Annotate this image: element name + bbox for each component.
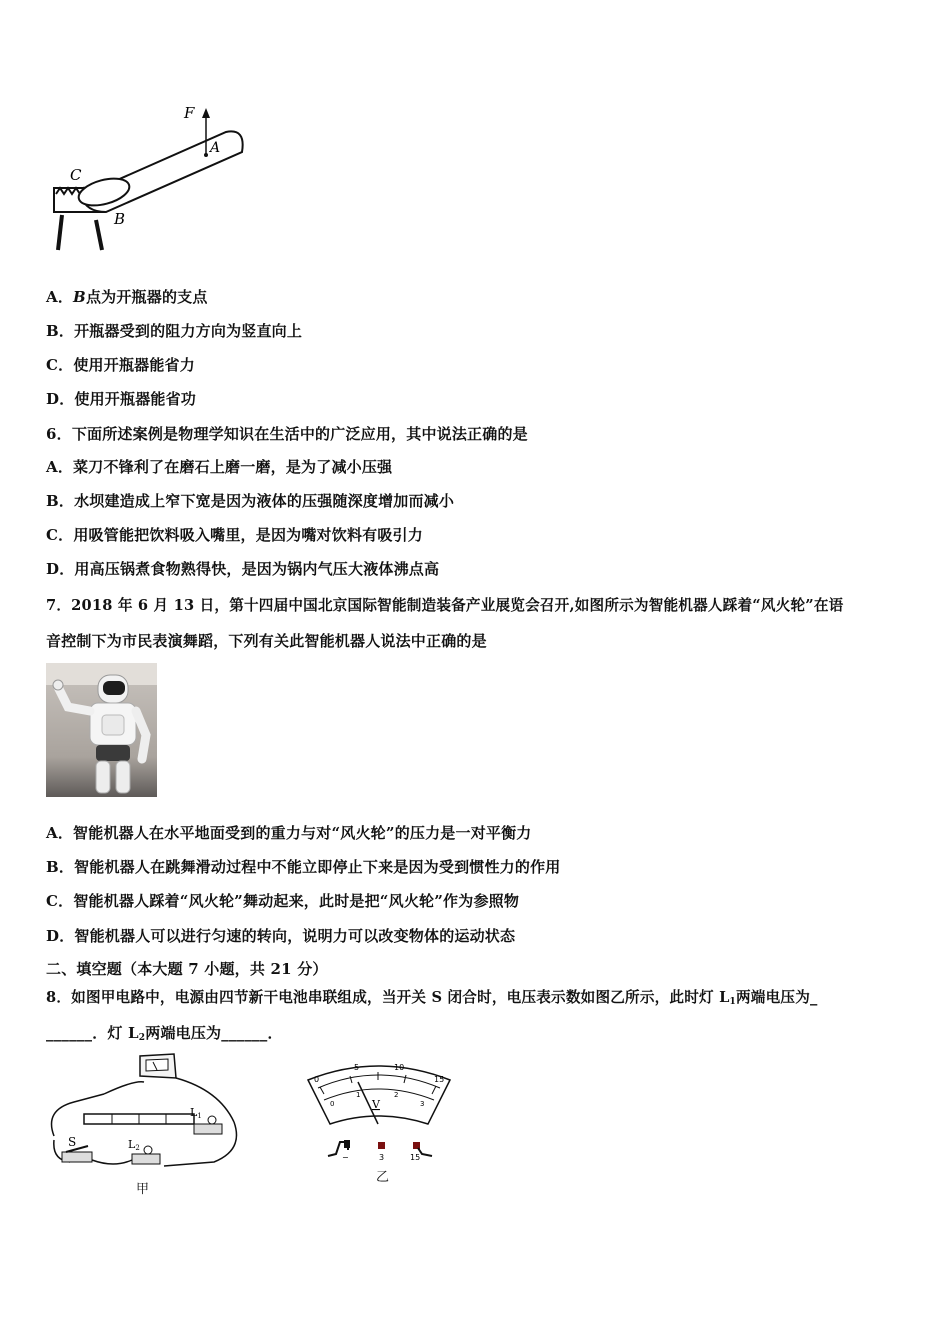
q5-option-d: D．使用开瓶器能省功 [46,390,197,408]
q5-option-a-italic: B [73,288,86,306]
voltmeter-figure-yi [300,1054,460,1169]
terminal-15: 15 [410,1153,421,1162]
label-A: A [210,140,221,156]
label-F: F [184,104,195,122]
label-L2: L2 [128,1138,140,1152]
q8-line2-b: 两端电压为______． [145,1024,283,1042]
q6-option-a: A．菜刀不锋利了在磨石上磨一磨，是为了减小压强 [46,458,393,476]
q7-option-b: B．智能机器人在跳舞滑动过程中不能立即停止下来是因为受到惯性力的作用 [46,858,561,876]
label-B: B [114,210,126,228]
scale-top-5: 5 [354,1063,360,1072]
scale-bottom-3: 3 [420,1100,425,1108]
circuit-figure-jia [44,1050,244,1180]
q5-option-a-text: 点为开瓶器的支点 [85,288,208,306]
scale-bottom-1: 1 [356,1091,361,1099]
scale-top-15: 15 [434,1075,445,1084]
q6-option-d: D．用高压锅煮食物熟得快，是因为锅内气压大液体沸点高 [46,560,440,578]
q5-option-c: C．使用开瓶器能省力 [46,356,195,374]
q8-line2 [46,1022,283,1043]
scale-bottom-2: 2 [394,1091,399,1099]
caption-jia: 甲 [136,1182,150,1197]
q5-option-a [46,286,208,307]
q8-line1-a: 8．如图甲电路中，电源由四节新干电池串联组成，当开关 S 闭合时，电压表示数如图乙所示，此时灯 L [46,989,730,1006]
scale-top-0: 0 [314,1075,320,1084]
terminal-negative: − [342,1153,349,1162]
robot-photo [46,663,157,797]
q8-line1 [46,986,817,1007]
bottle-opener-figure [46,100,256,255]
q7-option-d: D．智能机器人可以进行匀速的转向，说明力可以改变物体的运动状态 [46,927,516,945]
q7-stem-line1: 7．2018 年 6 月 13 日，第十四届中国北京国际智能制造装备产业展览会召开,如图所示为智能机器人踩着“风火轮”在语 [46,597,844,614]
q7-option-c: C．智能机器人踩着“风火轮”舞动起来，此时是把“风火轮”作为参照物 [46,892,520,910]
q8-line2-a: ______．灯 L [46,1024,139,1042]
q8-line1-b: 两端电压为_ [736,989,818,1006]
q6-option-b: B．水坝建造成上窄下宽是因为液体的压强随深度增加而减小 [46,492,455,510]
q6-option-c: C．用吸管能把饮料吸入嘴里，是因为嘴对饮料有吸引力 [46,526,423,544]
unit-V: V [372,1098,380,1111]
label-C: C [70,166,82,184]
label-L1: L1 [190,1106,202,1120]
q6-stem: 6．下面所述案例是物理学知识在生活中的广泛应用，其中说法正确的是 [46,425,528,443]
section-heading: 二、填空题（本大题 7 小题，共 21 分） [46,960,328,978]
q5-option-b: B．开瓶器受到的阻力方向为竖直向上 [46,322,303,340]
q5-option-a-prefix: A． [46,288,74,306]
q8-line1-sub: 1 [729,997,737,1007]
terminal-3: 3 [379,1153,385,1162]
q7-stem-line2: 音控制下为市民表演舞蹈，下列有关此智能机器人说法中正确的是 [46,632,487,650]
scale-bottom-0: 0 [330,1100,335,1108]
caption-yi: 乙 [376,1170,390,1185]
q8-line2-sub: 2 [138,1033,146,1043]
scale-top-10: 10 [394,1063,405,1072]
label-S: S [68,1135,77,1149]
q7-option-a: A．智能机器人在水平地面受到的重力与对“风火轮”的压力是一对平衡力 [46,824,532,842]
